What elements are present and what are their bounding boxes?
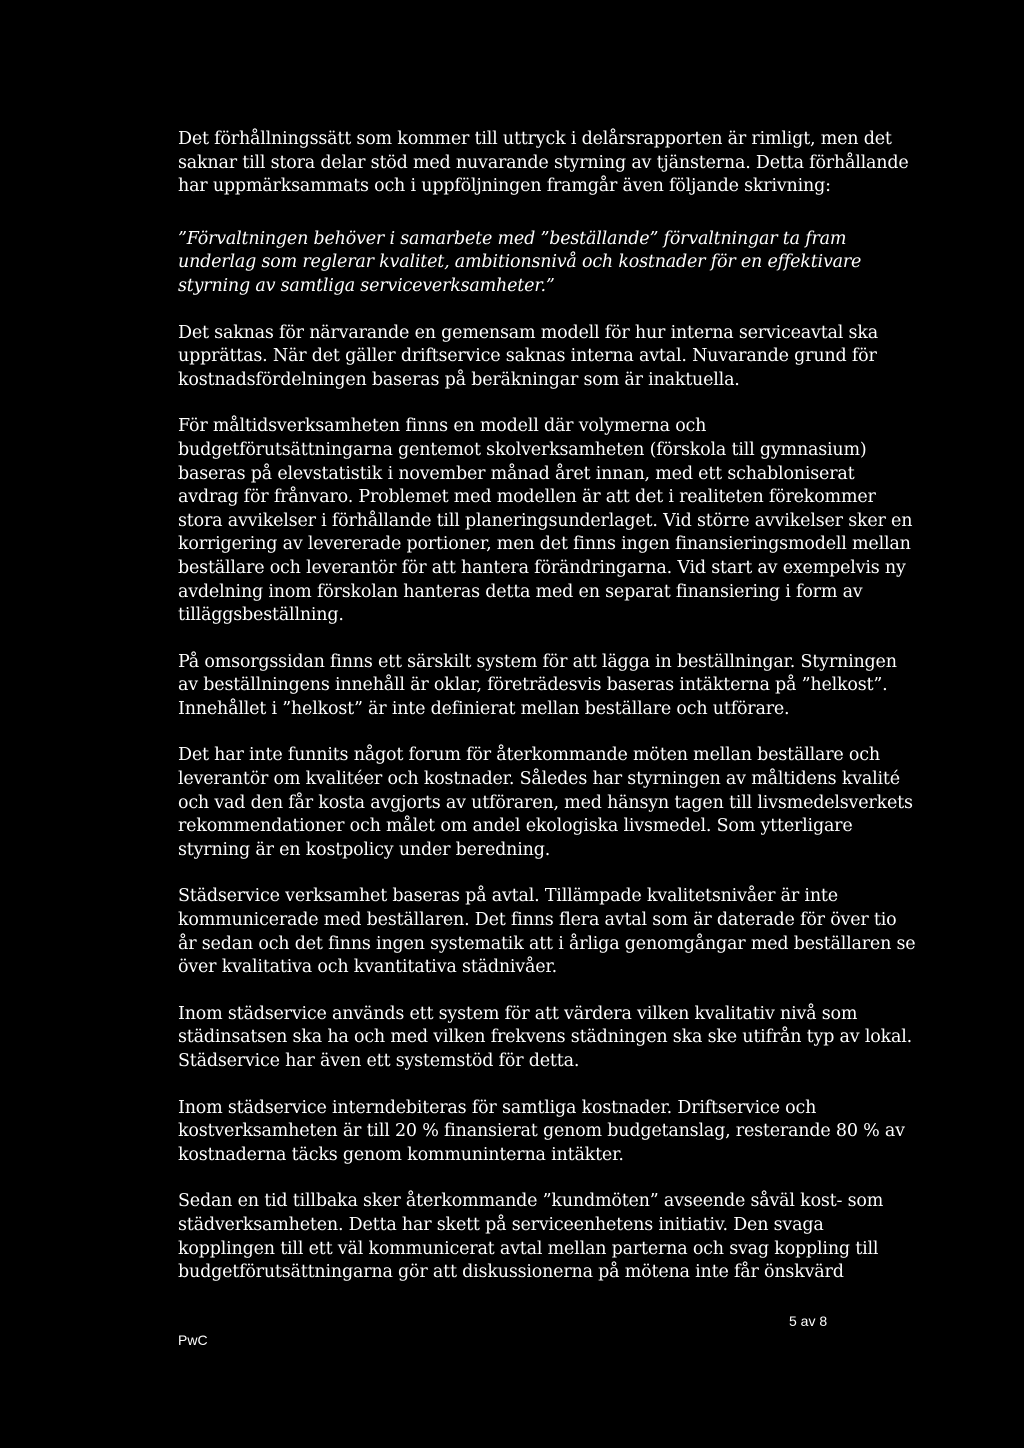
text-line: budgetförutsättningarna gör att diskussionerna på mötena inte får önskvärd bbox=[178, 1262, 844, 1283]
text-line: Det förhållningssätt som kommer till uttryck i delårsrapporten är rimligt, men det bbox=[178, 129, 892, 149]
text-line: ”Förvaltningen behöver i samarbete med ”beställande” förvaltningar ta fram bbox=[178, 228, 847, 249]
text-line: Sedan en tid tillbaka sker återkommande ”kundmöten” avseende såväl kost- som bbox=[178, 1191, 884, 1212]
text-line: Det saknas för närvarande en gemensam modell för hur interna serviceavtal ska bbox=[178, 322, 878, 343]
text-line: städinsatsen ska ha och med vilken frekvens städningen ska ske utifrån typ av lokal. bbox=[178, 1027, 912, 1048]
text-line: av beställningens innehåll är oklar, företrädesvis baseras intäkterna på ”helkost”. bbox=[178, 675, 888, 696]
text-line: Städservice verksamhet baseras på avtal. Tillämpade kvalitetsnivåer är inte bbox=[178, 886, 838, 907]
paragraph-care-side bbox=[178, 651, 897, 722]
text-line: baseras på elevstatistik i november månad året innan, med ett schabloniserat bbox=[178, 463, 855, 484]
paragraph-intro bbox=[178, 128, 909, 199]
text-line: kopplingen till ett väl kommunicerat avtal mellan parterna och svag koppling till bbox=[178, 1238, 879, 1259]
paragraph-meal-services bbox=[178, 415, 913, 627]
page-number: 5 av 8 bbox=[789, 1313, 828, 1329]
text-line: kommunicerade med beställaren. Det finns flera avtal som är daterade för över tio bbox=[178, 910, 897, 931]
text-line: Det har inte funnits något forum för återkommande möten mellan beställare och bbox=[178, 745, 880, 766]
text-line: Städservice har även ett systemstöd för detta. bbox=[178, 1051, 580, 1071]
text-line: kostnadsfördelningen baseras på beräkningar som är inaktuella. bbox=[178, 369, 740, 390]
text-line: städverksamheten. Detta har skett på serviceenhetens initiativ. Den svaga bbox=[178, 1214, 824, 1235]
text-line: På omsorgssidan finns ett särskilt system för att lägga in beställningar. Styrningen bbox=[178, 651, 897, 672]
paragraph-customer-meetings bbox=[178, 1190, 884, 1284]
paragraph-service-agreements bbox=[178, 322, 878, 393]
text-line: år sedan och det finns ingen systematik att i årliga genomgångar med beställaren se bbox=[178, 933, 916, 954]
text-line: saknar till stora delar stöd med nuvarande styrning av tjänsterna. Detta förhållande bbox=[178, 152, 909, 173]
text-line: Innehållet i ”helkost” är inte definierat mellan beställare och utförare. bbox=[178, 698, 790, 719]
text-line: upprättas. När det gäller driftservice saknas interna avtal. Nuvarande grund för bbox=[178, 346, 877, 367]
text-line: styrning är en kostpolicy under beredning. bbox=[178, 839, 551, 860]
text-line: och vad den får kosta avgjorts av utföraren, med hänsyn tagen till livsmedelsverkets bbox=[178, 792, 913, 813]
document-body bbox=[178, 128, 916, 1308]
text-line: kostnaderna täcks genom kommuninterna intäkter. bbox=[178, 1144, 624, 1165]
text-line: avdelning inom förskolan hanteras detta med en separat finansiering i form av bbox=[178, 581, 863, 602]
text-line: har uppmärksammats och i uppföljningen framgår även följande skrivning: bbox=[178, 176, 831, 197]
text-line: underlag som reglerar kvalitet, ambitionsnivå och kostnader för en effektivare bbox=[178, 252, 862, 273]
paragraph-forum bbox=[178, 744, 913, 862]
paragraph-cleaning-agreements bbox=[178, 885, 916, 979]
footer-brand: PwC bbox=[178, 1332, 208, 1348]
text-line: leverantör om kvalitéer och kostnader. Således har styrningen av måltidens kvalité bbox=[178, 769, 900, 790]
text-line: avdrag för frånvaro. Problemet med modellen är att det i realiteten förekommer bbox=[178, 487, 876, 508]
text-line: tilläggsbeställning. bbox=[178, 605, 344, 626]
text-line: beställare och leverantör för att hantera förändringarna. Vid start av exempelvis ny bbox=[178, 557, 906, 578]
text-line: budgetförutsättningarna gentemot skolverksamheten (förskola till gymnasium) bbox=[178, 439, 867, 460]
paragraph-cleaning-system bbox=[178, 1003, 912, 1074]
text-line: över kvalitativa och kvantitativa städnivåer. bbox=[178, 957, 557, 978]
paragraph-internal-billing bbox=[178, 1097, 905, 1168]
text-line: Inom städservice används ett system för att värdera vilken kvalitativ nivå som bbox=[178, 1003, 858, 1024]
text-line: stora avvikelser i förhållande till planeringsunderlaget. Vid större avvikelser sker en bbox=[178, 510, 913, 531]
text-line: styrning av samtliga serviceverksamheter.” bbox=[178, 275, 555, 296]
text-line: kostverksamheten är till 20 % finansierat genom budgetanslag, resterande 80 % av bbox=[178, 1121, 905, 1142]
text-line: rekommendationer och målet om andel ekologiska livsmedel. Som ytterligare bbox=[178, 816, 853, 837]
quote-block bbox=[178, 228, 862, 299]
text-line: För måltidsverksamheten finns en modell där volymerna och bbox=[178, 416, 707, 437]
text-line: Inom städservice interndebiteras för samtliga kostnader. Driftservice och bbox=[178, 1097, 817, 1118]
text-line: korrigering av levererade portioner, men det finns ingen finansieringsmodell mellan bbox=[178, 534, 911, 555]
